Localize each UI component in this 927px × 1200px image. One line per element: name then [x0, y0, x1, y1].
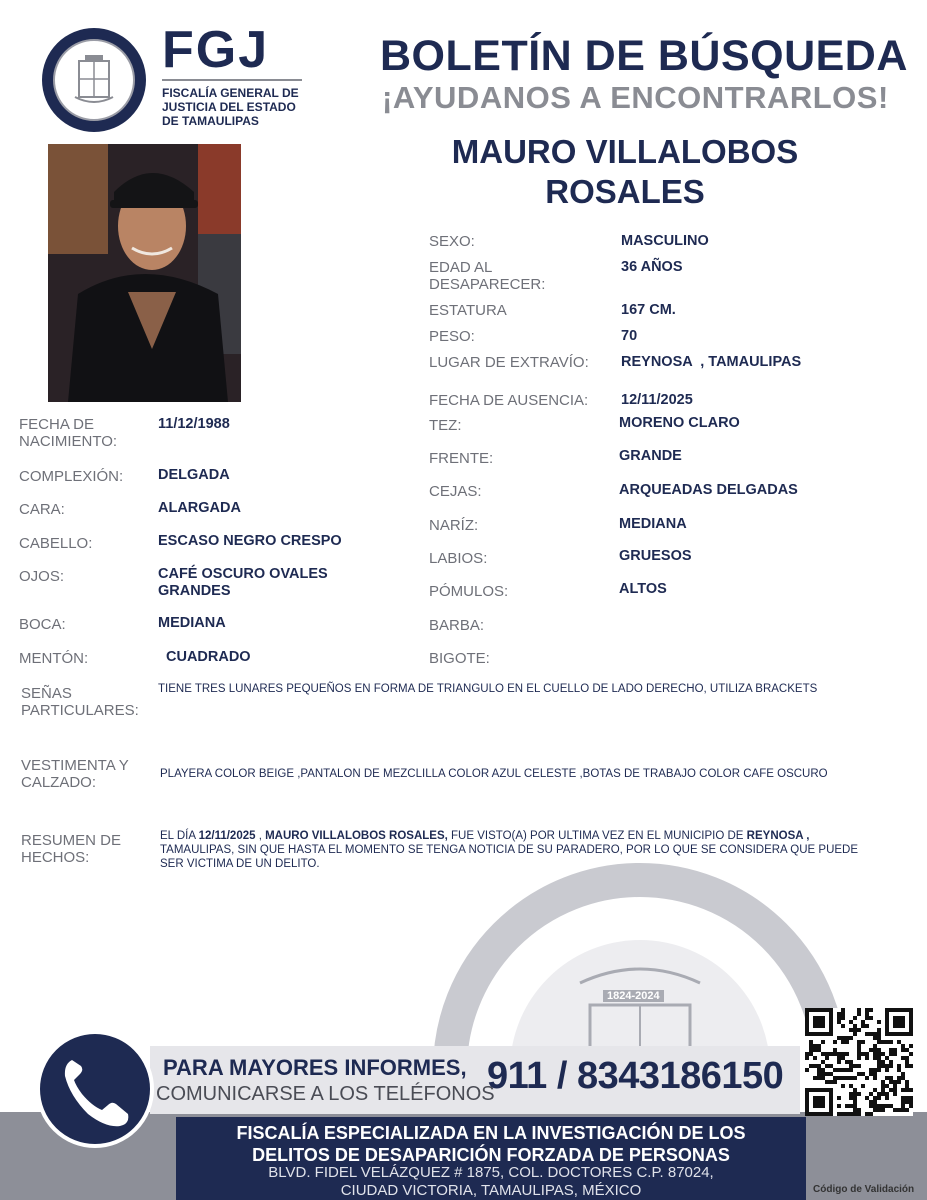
field-value: MASCULINO	[621, 233, 709, 249]
field-value: GRANDE	[619, 448, 682, 464]
person-name-line: ROSALES	[545, 173, 705, 210]
person-photo	[48, 144, 241, 402]
field-label: MENTÓN:	[19, 650, 89, 667]
phone-icon	[36, 1030, 154, 1148]
field-value: DELGADA	[158, 467, 230, 483]
fgj-org-name	[162, 86, 322, 128]
field-label: COMPLEXIÓN:	[19, 468, 124, 485]
field-value: CAFÉ OSCURO OVALES GRANDES	[158, 566, 328, 599]
person-name-line: MAURO VILLALOBOS	[451, 133, 799, 170]
field-label: CEJAS:	[429, 483, 482, 500]
field-value: GRUESOS	[619, 548, 692, 564]
field-label: LABIOS:	[429, 550, 488, 567]
fgj-logo-text: FGJ	[162, 21, 270, 79]
field-label: BIGOTE:	[429, 650, 490, 667]
validation-label: Código de Validación	[813, 1184, 915, 1195]
contact-subheading: COMUNICARSE A LOS TELÉFONOS	[156, 1083, 495, 1105]
office-address-line: CIUDAD VICTORIA, TAMAULIPAS, MÉXICO	[340, 1182, 642, 1199]
field-label: FECHA DE NACIMIENTO:	[19, 416, 118, 450]
resumen-value: EL DÍA 12/11/2025 , MAURO VILLALOBOS ROSALES, FUE VISTO(A) POR ULTIMA VEZ EN EL MUNICIPIO DE REYNOSA , TAMAULIPAS, SIN QUE HASTA EL MOMENTO SE TENGA NOTICIA DE SU PARADERO, POR LO QUE SE CONSIDERA QUE PUEDE SER VICTIMA DE UN DELITO.	[160, 830, 859, 870]
field-value: MEDIANA	[619, 516, 687, 532]
qr-code[interactable]	[805, 1008, 913, 1116]
senas-value: TIENE TRES LUNARES PEQUEÑOS EN FORMA DE TRIANGULO EN EL CUELLO DE LADO DERECHO, UTILIZA BRACKETS	[158, 683, 818, 695]
office-address	[176, 1164, 806, 1200]
field-label: BARBA:	[429, 617, 485, 634]
field-value: MORENO CLARO	[619, 415, 740, 431]
field-value: ARQUEADAS DELGADAS	[619, 482, 798, 498]
fgj-org-line: FISCALÍA GENERAL DE	[162, 86, 299, 100]
field-label: PESO:	[429, 328, 475, 345]
field-label: TEZ:	[429, 417, 462, 434]
office-name-line: DELITOS DE DESAPARICIÓN FORZADA DE PERSONAS	[252, 1145, 730, 1165]
field-label: FECHA DE AUSENCIA:	[429, 392, 589, 409]
contact-heading: PARA MAYORES INFORMES,	[163, 1055, 467, 1080]
vestimenta-value: PLAYERA COLOR BEIGE ,PANTALON DE MEZCLILLA COLOR AZUL CELESTE ,BOTAS DE TRABAJO COLOR CAFE OSCURO	[160, 768, 828, 780]
bulletin-subtitle: ¡AYUDANOS A ENCONTRARLOS!	[382, 80, 889, 115]
seal-years: 1824-2024	[603, 990, 664, 1002]
bulletin-title: BOLETÍN DE BÚSQUEDA	[380, 32, 908, 80]
field-label: ESTATURA	[429, 302, 507, 319]
fgj-org-line: DE TAMAULIPAS	[162, 114, 259, 128]
office-name	[176, 1122, 806, 1166]
field-value: 70	[621, 328, 638, 344]
senas-label: SEÑAS PARTICULARES:	[21, 685, 139, 719]
fgj-seal-icon	[53, 39, 135, 121]
field-label: LUGAR DE EXTRAVÍO:	[429, 354, 589, 371]
field-value: MEDIANA	[158, 615, 226, 631]
field-value: ALARGADA	[158, 500, 241, 516]
office-address-line: BLVD. FIDEL VELÁZQUEZ # 1875, COL. DOCTORES C.P. 87024,	[268, 1164, 714, 1181]
field-label: CABELLO:	[19, 535, 93, 552]
field-label: NARÍZ:	[429, 517, 479, 534]
contact-phone[interactable]: 911 / 8343186150	[487, 1055, 784, 1097]
office-name-line: FISCALÍA ESPECIALIZADA EN LA INVESTIGACIÓN DE LOS	[236, 1123, 746, 1143]
field-value: REYNOSA , TAMAULIPAS	[621, 354, 802, 370]
field-label: CARA:	[19, 501, 65, 518]
field-value: 36 AÑOS	[621, 259, 683, 275]
field-value: CUADRADO	[166, 649, 251, 665]
fgj-divider	[162, 79, 302, 81]
field-value: 11/12/1988	[158, 416, 230, 432]
field-value: ALTOS	[619, 581, 667, 597]
resumen-label: RESUMEN DE HECHOS:	[21, 832, 122, 866]
field-label: BOCA:	[19, 616, 66, 633]
field-label: EDAD AL DESAPARECER:	[429, 259, 546, 293]
field-label: PÓMULOS:	[429, 583, 509, 600]
fgj-org-line: JUSTICIA DEL ESTADO	[162, 100, 296, 114]
field-label: SEXO:	[429, 233, 475, 250]
field-value: 167 CM.	[621, 302, 676, 318]
vestimenta-label: VESTIMENTA Y CALZADO:	[21, 757, 129, 791]
person-name	[380, 132, 870, 212]
field-value: ESCASO NEGRO CRESPO	[158, 533, 342, 549]
field-value: 12/11/2025	[621, 392, 693, 408]
field-label: FRENTE:	[429, 450, 494, 467]
field-label: OJOS:	[19, 568, 65, 585]
